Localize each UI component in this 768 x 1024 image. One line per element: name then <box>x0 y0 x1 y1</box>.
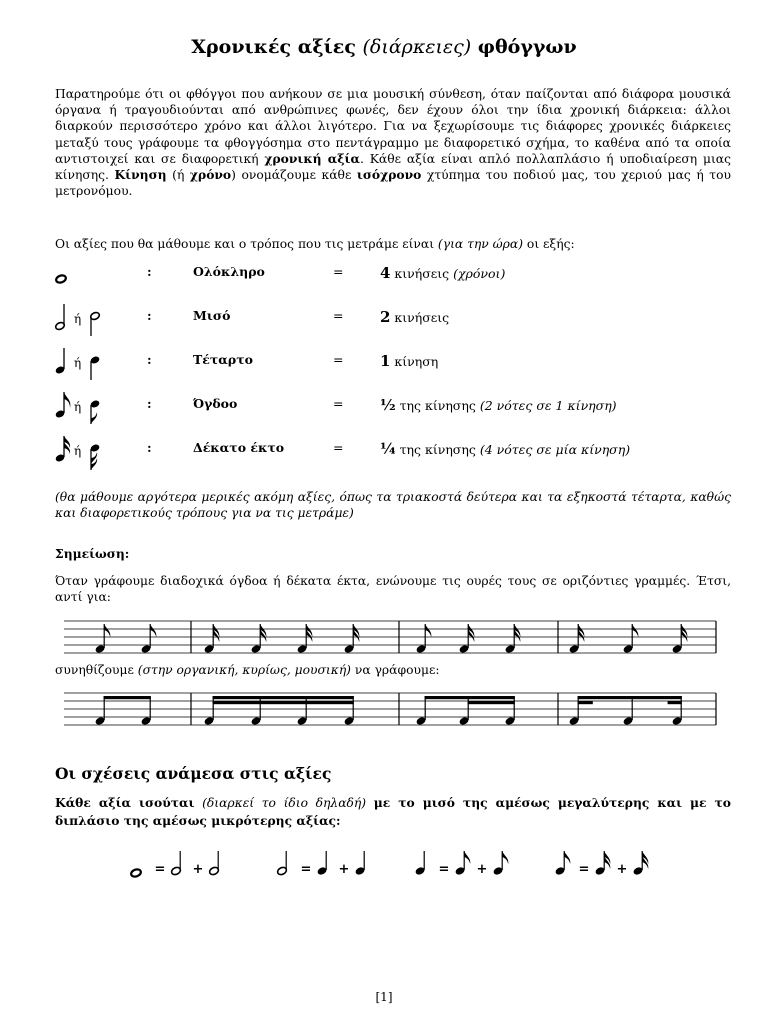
relations-italic: (διαρκεί το ίδιο δηλαδή) <box>194 796 374 810</box>
values-intro-italic: (για την ώρα) <box>437 237 524 251</box>
half-note-icon <box>55 302 125 332</box>
staff-beamed <box>64 690 730 730</box>
quarter-note-icon <box>316 851 327 876</box>
beam <box>104 696 151 699</box>
eighth-note-icon <box>458 696 469 726</box>
values-intro-text: Οι αξίες που θα μάθουμε και ο τρόπος που τις μετράμε είναι <box>55 237 438 251</box>
eighth-note-icon <box>94 624 110 654</box>
relations-text <box>55 794 731 830</box>
intro-paragraph <box>55 86 731 199</box>
eighth-note-icon <box>504 696 515 726</box>
staff-notes <box>94 624 687 654</box>
staff-notes <box>94 696 682 726</box>
quarter-note-icon <box>414 851 425 876</box>
instead-italic: (στην οργανική, κυρίως, μουσική) <box>137 663 351 677</box>
value-italic: (χρόνοι) <box>453 266 506 281</box>
eighth-note-icon <box>55 390 125 420</box>
intro-text: (ή <box>166 168 190 183</box>
value-duration <box>380 396 617 414</box>
whole-note-icon <box>55 264 125 294</box>
equals-sign: = <box>578 862 590 877</box>
half-note-icon <box>276 851 287 876</box>
value-number: 1 <box>380 352 391 370</box>
eighth-note-stem-up-icon <box>55 392 71 419</box>
instead-text-b: να γράφουμε: <box>350 663 440 677</box>
sixteenth-note-icon <box>343 696 354 726</box>
equals-sign: = <box>154 862 166 877</box>
values-intro <box>55 236 731 252</box>
value-duration <box>380 264 505 282</box>
half-note-stem-up-icon <box>55 304 66 331</box>
half-note-icon <box>208 851 219 876</box>
value-text: κινήσεις <box>390 310 450 325</box>
term-chronic-value: χρονική αξία <box>264 150 360 166</box>
beam <box>468 701 515 704</box>
sixteenth-note-stem-down-icon <box>90 443 101 470</box>
relations-bold-a: Κάθε αξία ισούται <box>55 795 195 810</box>
plus-sign: + <box>192 862 204 877</box>
later-values-note: (θα μάθουμε αργότερα μερικές ακόμη αξίες, όπως τα τριακοστά δεύτερα και τα εξηκοστά τέταρτα, καθώς και διαφορετικούς τρόπους για να τις μετράμε) <box>55 490 731 521</box>
sixteenth-note-stem-up-icon <box>55 436 71 463</box>
sixteenth-note-icon <box>250 624 266 654</box>
value-row-sixteenth <box>55 440 735 470</box>
quarter-note-icon <box>55 346 125 376</box>
staff-lines <box>64 621 716 653</box>
sixteenth-note-icon <box>55 434 125 464</box>
beam <box>668 701 682 704</box>
equations-group <box>130 851 648 878</box>
title-subtitle: (διάρκειες) <box>362 36 472 58</box>
eighth-note-icon <box>140 624 156 654</box>
value-name: Όγδοο <box>193 396 238 411</box>
page-number: [1] <box>375 990 393 1004</box>
or-label: ή <box>74 400 82 414</box>
sixteenth-note-icon <box>504 624 520 654</box>
intro-text: Παρατηρούμε ότι οι φθόγγοι που ανήκουν σε μια μουσική σύνθεση, όταν παίζονται από διάφορα μουσικά όργανα ή τραγουδιούνται από ανθρώπινες φωνές, δεν έχουν όλοι την ίδια χρονική διάρκεια: άλλοι διαρκούν περισσότερο χρόνο και άλλοι λιγότερο. Για να ξεχωρίσουμε τις διάφορες χρονικές διάρκειες μεταξύ τους γράφουμε τα φθογγόσημα στο πεντάγραμμο με διαφορετικό σχήμα, το καθένα από τα οποία αντιστοιχεί και σε διαφορετική <box>55 87 731 166</box>
relations-bold-b: με το μισό της αμέσως μεγαλύτερης και με το διπλάσιο της αμέσως μικρότερης αξίας: <box>55 795 731 828</box>
value-duration <box>380 308 449 326</box>
eighth-note-icon <box>671 696 682 726</box>
values-intro-text: οι εξής: <box>523 237 575 251</box>
term-chrono: χρόνο <box>189 167 232 183</box>
value-italic: (4 νότες σε μία κίνηση) <box>479 442 631 457</box>
equals-sign: = <box>300 862 312 877</box>
sixteenth-note-icon <box>250 696 261 726</box>
sixteenth-note-icon <box>458 624 474 654</box>
plus-sign: + <box>616 862 628 877</box>
staff-separate-flags <box>64 618 730 658</box>
title-end: φθόγγων <box>477 36 577 58</box>
sixteenth-note-icon <box>594 851 610 876</box>
value-name: Τέταρτο <box>193 352 253 367</box>
value-equals: = <box>333 264 344 279</box>
eighth-note-icon <box>622 696 633 726</box>
remark-text: Όταν γράφουμε διαδοχικά όγδοα ή δέκατα έκτα, ενώνουμε τις ουρές τους σε οριζόντιες γραμμές. Έτσι, αντί για: <box>55 574 731 605</box>
remark-heading: Σημείωση: <box>55 546 130 561</box>
half-note-icon <box>170 851 181 876</box>
value-row-quarter <box>55 352 735 382</box>
value-row-eighth <box>55 396 735 426</box>
page-title <box>0 36 768 58</box>
value-italic: (2 νότες σε 1 κίνηση) <box>479 398 617 413</box>
quarter-note-stem-up-icon <box>55 348 66 375</box>
sixteenth-note-icon <box>568 624 584 654</box>
value-row-whole <box>55 264 735 294</box>
beam <box>213 701 354 704</box>
title-main: Χρονικές αξίες <box>191 36 356 58</box>
intro-text: . Κάθε αξία είναι απλό πολλαπλάσιο ή υποδιαίρεση μιας κίνησης. <box>55 151 731 183</box>
whole-note-icon <box>130 868 142 878</box>
instead-text-a: συνηθίζουμε <box>55 663 138 677</box>
value-text: της κίνησης <box>395 398 480 413</box>
or-label: ή <box>74 444 82 458</box>
sixteenth-note-icon <box>296 696 307 726</box>
term-kinisi: Κίνηση <box>114 167 167 183</box>
beam <box>578 696 682 699</box>
eighth-note-icon <box>415 696 426 726</box>
value-colon: : <box>147 396 152 411</box>
term-isochrono: ισόχρονο <box>356 167 422 183</box>
half-note-stem-down-icon <box>90 311 101 336</box>
value-text: κίνηση <box>390 354 439 369</box>
eighth-note-stem-down-icon <box>90 399 101 424</box>
value-colon: : <box>147 440 152 455</box>
value-equals: = <box>333 396 344 411</box>
equals-sign: = <box>438 862 450 877</box>
sixteenth-note-icon <box>343 624 359 654</box>
value-number: 2 <box>380 308 391 326</box>
or-label: ή <box>74 312 82 326</box>
value-name: Ολόκληρο <box>193 264 265 279</box>
sixteenth-note-icon <box>296 624 312 654</box>
intro-text: χτύπημα του ποδιού μας, του χεριού μας ή του μετρονόμου. <box>55 168 731 199</box>
plus-sign: + <box>338 862 350 877</box>
eighth-note-icon <box>415 624 431 654</box>
value-colon: : <box>147 352 152 367</box>
value-equals: = <box>333 440 344 455</box>
value-number: 4 <box>380 264 391 282</box>
eighth-note-icon <box>454 851 470 876</box>
value-equals: = <box>333 352 344 367</box>
eighth-note-icon <box>554 851 570 876</box>
eighth-note-icon <box>94 696 105 726</box>
value-equals: = <box>333 308 344 323</box>
sixteenth-note-icon <box>203 624 219 654</box>
sixteenth-note-icon <box>203 696 214 726</box>
eighth-note-icon <box>492 851 508 876</box>
value-text: της κίνησης <box>395 442 480 457</box>
value-number: ½ <box>380 396 396 414</box>
beam <box>425 696 515 699</box>
plus-sign: + <box>476 862 488 877</box>
eighth-note-icon <box>140 696 151 726</box>
intro-text: ) ονομάζουμε κάθε <box>231 168 357 183</box>
value-number: ¼ <box>380 440 396 458</box>
value-row-half <box>55 308 735 338</box>
eighth-note-icon <box>622 624 638 654</box>
sixteenth-note-icon <box>671 624 687 654</box>
beam <box>213 696 354 699</box>
instead-text <box>55 662 731 678</box>
value-name: Δέκατο έκτο <box>193 440 285 455</box>
value-name: Μισό <box>193 308 231 323</box>
value-equations <box>130 845 690 885</box>
or-label: ή <box>74 356 82 370</box>
eighth-note-icon <box>568 696 579 726</box>
value-colon: : <box>147 308 152 323</box>
beam <box>578 701 593 704</box>
value-duration <box>380 352 438 370</box>
relations-heading: Οι σχέσεις ανάμεσα στις αξίες <box>55 764 332 783</box>
value-text: κινήσεις <box>390 266 454 281</box>
value-colon: : <box>147 264 152 279</box>
value-duration <box>380 440 630 458</box>
quarter-note-icon <box>354 851 365 876</box>
sixteenth-note-icon <box>632 851 648 876</box>
quarter-note-stem-down-icon <box>90 355 101 380</box>
